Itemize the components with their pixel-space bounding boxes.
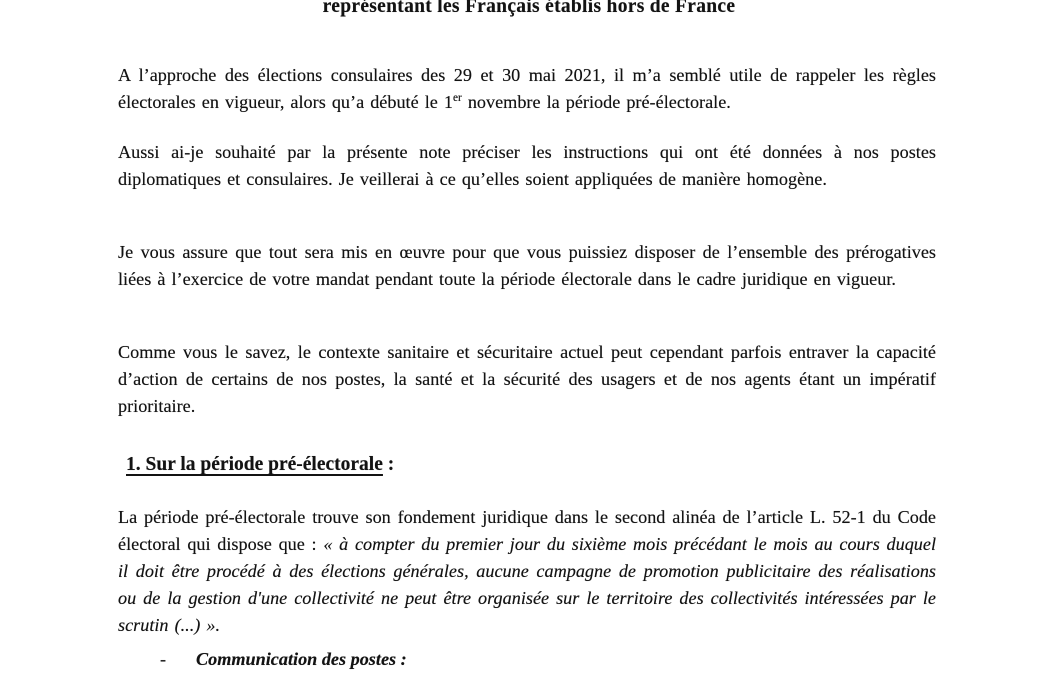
section-1-heading xyxy=(126,451,394,478)
paragraph-legal-basis xyxy=(118,504,936,639)
paragraph-intro xyxy=(118,62,936,116)
paragraph-instructions: Aussi ai-je souhaité par la présente note préciser les instructions qui ont été données à nos postes diplomatiques et consulaires. Je veillerai à ce qu’elles soient appliquées de manière homogène. xyxy=(118,142,936,189)
legal-quote-text: « à compter du premier jour du sixième mois précédant le mois au cours duquel il doit être procédé à des élections générales, aucune campagne de promotion publicitaire des réalisations ou de la gestion d'une collectivité ne peut être organisée sur le territoire des collectivités intéressées par le scrutin (...) ». xyxy=(118,534,937,635)
paragraph-intro-text-end: novembre la période pré-électorale. xyxy=(461,92,731,112)
section-1-heading-colon: : xyxy=(382,454,395,475)
paragraph-context: Comme vous le savez, le contexte sanitaire et sécuritaire actuel peut cependant parfois entraver la capacité d’action de certains de nos postes, la santé et la sécurité des usagers et de nos agents étant un impératif prioritaire. xyxy=(118,342,936,416)
paragraph-assurance: Je vous assure que tout sera mis en œuvre pour que vous puissiez disposer de l’ensemble des prérogatives liées à l’exercice de votre mandat pendant toute la période électorale dans le cadre juridique en vigueur. xyxy=(118,242,936,289)
bullet-label: Communication des postes : xyxy=(196,649,407,669)
document-title-line: représentant les Français établis hors de France xyxy=(322,0,736,17)
bullet-dash: - xyxy=(160,649,167,669)
document-body xyxy=(118,0,936,675)
bullet-communication-des-postes xyxy=(160,646,407,673)
section-1-heading-text: 1. Sur la période pré-électorale xyxy=(126,454,383,475)
ordinal-superscript: er xyxy=(453,91,462,104)
legal-basis-text: La période pré-électorale trouve son fondement juridique dans le second alinéa de l’article L. 52-1 du Code électoral qui dispose que : xyxy=(118,507,936,554)
paragraph-intro-text: A l’approche des élections consulaires des 29 et 30 mai 2021, il m’a semblé utile de rappeler les règles électorales en vigueur, alors qu’a débuté le 1 xyxy=(118,65,936,112)
